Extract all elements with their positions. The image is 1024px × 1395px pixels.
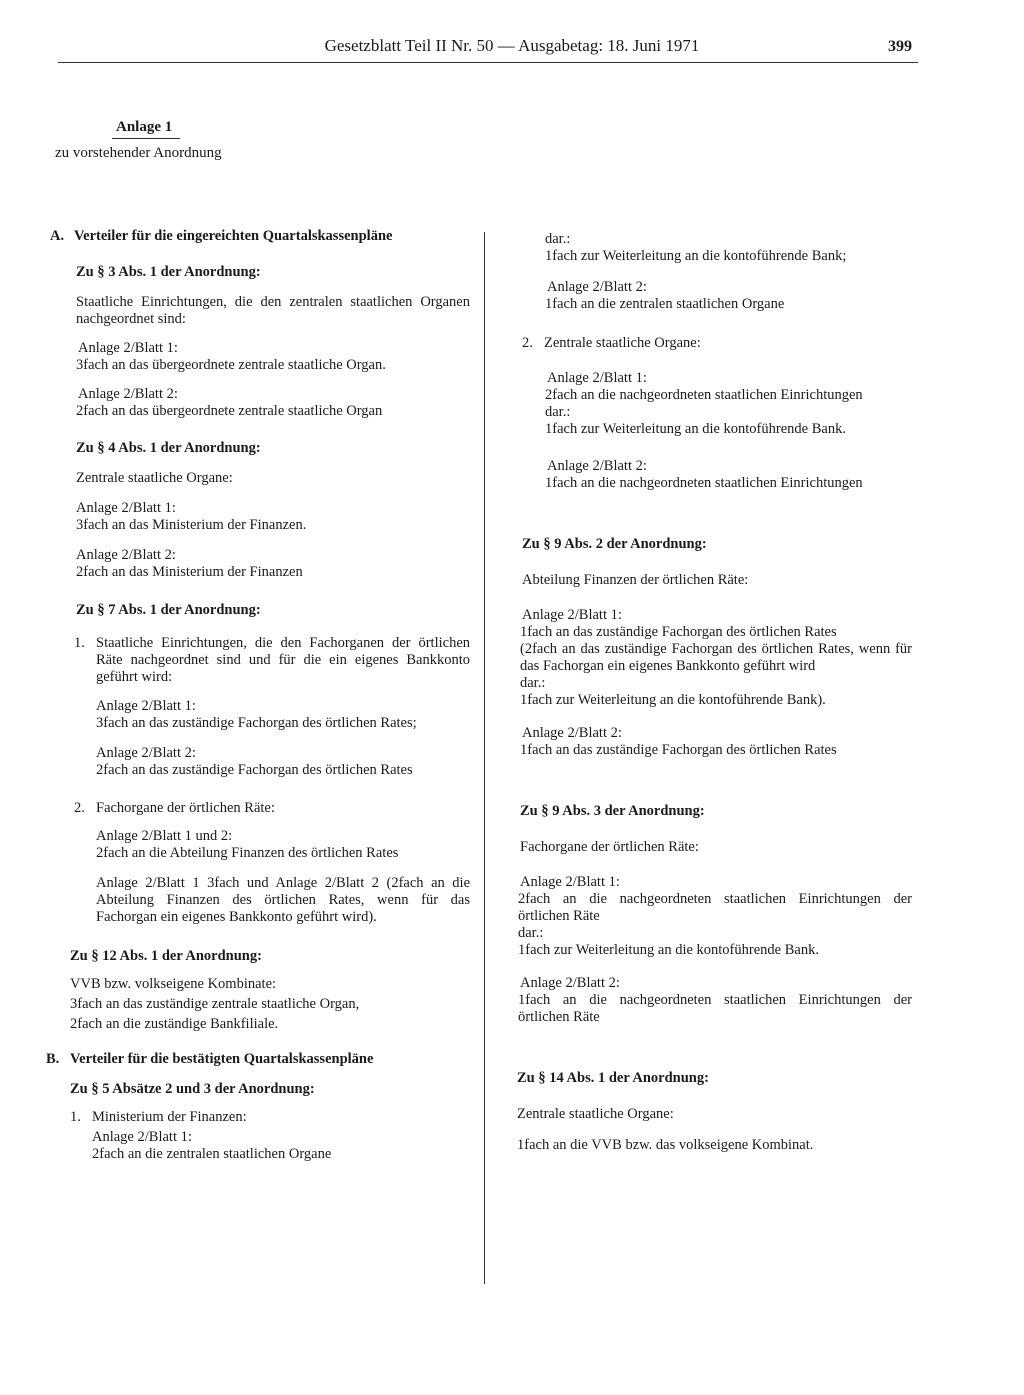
p7-item2-blatt-label: Anlage 2/Blatt 1 und 2: bbox=[96, 828, 233, 844]
p5-item2-blatt2-text: 1fach an die nachgeordneten staatlichen Einrichtungen bbox=[545, 475, 863, 491]
p5-item2-dar-text: 1fach zur Weiterleitung an die kontoführende Bank. bbox=[545, 421, 846, 437]
p9-2-blatt1-label: Anlage 2/Blatt 1: bbox=[522, 607, 622, 623]
section-a-heading: A. Verteiler für die eingereichten Quartalskassenpläne bbox=[50, 228, 393, 244]
right-column bbox=[512, 228, 912, 1154]
p5-item1-dar-text: 1fach zur Weiterleitung an die kontoführende Bank; bbox=[545, 248, 847, 264]
header-rule bbox=[58, 62, 918, 63]
column-divider bbox=[484, 232, 485, 1284]
p5-item1-blatt1-text: 2fach an die zentralen staatlichen Organe bbox=[92, 1146, 332, 1162]
p9-3-blatt1-text: 2fach an die nachgeordneten staatlichen Einrichtungen der örtlichen Räte bbox=[518, 891, 912, 924]
p4-blatt1-text: 3fach an das Ministerium der Finanzen. bbox=[76, 517, 307, 533]
p9-2-dar-text: 1fach zur Weiterleitung an die kontoführende Bank). bbox=[520, 692, 826, 708]
p12-line2: 2fach an die zuständige Bankfiliale. bbox=[70, 1016, 279, 1032]
p7-heading: Zu § 7 Abs. 1 der Anordnung: bbox=[76, 602, 261, 618]
p5-item1-dar: dar.: bbox=[545, 231, 571, 247]
p9-2-intro: Abteilung Finanzen der örtlichen Räte: bbox=[522, 572, 749, 588]
p9-2-heading: Zu § 9 Abs. 2 der Anordnung: bbox=[522, 536, 707, 552]
p7-item1-blatt2-text: 2fach an das zuständige Fachorgan des örtlichen Rates bbox=[96, 762, 413, 778]
p9-2-blatt1-paren: (2fach an das zuständige Fachorgan des örtlichen Rates, wenn für das Fachorgan ein eigenes Bankkonto geführt wird bbox=[520, 641, 912, 674]
p7-item-1: 1. Staatliche Einrichtungen, die den Fachorganen der örtlichen Räte nachgeordnet sind und für die ein eigenes Bankkonto geführt wird: Anlage 2/Blatt 1: 3fach an das zuständige Fachorgan des örtlichen Rates; Anlage 2/Blatt 2: 2fach an das zuständige Fachorgan des örtlichen Rates bbox=[74, 635, 470, 778]
p7-item2-extra: Anlage 2/Blatt 1 3fach und Anlage 2/Blatt 2 (2fach an die Abteilung Finanzen des örtlichen Rates, wenn für das Fachorgan ein eigenes Bankkonto geführt wird). bbox=[96, 875, 470, 925]
p4-heading: Zu § 4 Abs. 1 der Anordnung: bbox=[76, 440, 261, 456]
p3-blatt1-label: Anlage 2/Blatt 1: bbox=[78, 340, 178, 356]
p12-line1: 3fach an das zuständige zentrale staatliche Organ, bbox=[70, 996, 360, 1012]
p14-text: 1fach an die VVB bzw. das volkseigene Kombinat. bbox=[517, 1137, 814, 1153]
p14-heading: Zu § 14 Abs. 1 der Anordnung: bbox=[517, 1070, 709, 1086]
p9-3-dar: dar.: bbox=[518, 925, 544, 941]
p7-item-2: 2. Fachorgane der örtlichen Räte: Anlage 2/Blatt 1 und 2: 2fach an die Abteilung Finanzen des örtlichen Rates Anlage 2/Blatt 1 3fach und Anlage 2/Blatt 2 (2fach an die Abteilung Finanzen des örtlichen Rates, wenn für das Fachorgan ein eigenes Bankkonto geführt wird). bbox=[74, 800, 470, 925]
anlage-subtitle: zu vorstehender Anordnung bbox=[55, 145, 222, 161]
p9-2-blatt1-text: 1fach an das zuständige Fachorgan des örtlichen Rates bbox=[520, 624, 837, 640]
p4-blatt2-text: 2fach an das Ministerium der Finanzen bbox=[76, 564, 303, 580]
p3-blatt2-text: 2fach an das übergeordnete zentrale staatliche Organ bbox=[76, 403, 383, 419]
p4-blatt1-label: Anlage 2/Blatt 1: bbox=[76, 500, 176, 516]
p7-item1-blatt1-text: 3fach an das zuständige Fachorgan des örtlichen Rates; bbox=[96, 715, 417, 731]
running-head: Gesetzblatt Teil II Nr. 50 — Ausgabetag: 18. Juni 1971 bbox=[324, 36, 700, 55]
p9-3-heading: Zu § 9 Abs. 3 der Anordnung: bbox=[520, 803, 705, 819]
p7-item1-blatt1-label: Anlage 2/Blatt 1: bbox=[96, 698, 196, 714]
p5-item-1: 1. Ministerium der Finanzen: Anlage 2/Blatt 1: 2fach an die zentralen staatlichen Organe bbox=[70, 1109, 470, 1163]
p7-item1-blatt2-label: Anlage 2/Blatt 2: bbox=[96, 745, 196, 761]
p3-blatt2-label: Anlage 2/Blatt 2: bbox=[78, 386, 178, 402]
p5-heading: Zu § 5 Absätze 2 und 3 der Anordnung: bbox=[70, 1081, 315, 1097]
p7-item2-intro: Fachorgane der örtlichen Räte: bbox=[96, 800, 275, 816]
p9-2-blatt2-text: 1fach an das zuständige Fachorgan des örtlichen Rates bbox=[520, 742, 837, 758]
p4-blatt2-label: Anlage 2/Blatt 2: bbox=[76, 547, 176, 563]
p5-item1-blatt2-label: Anlage 2/Blatt 2: bbox=[547, 279, 647, 295]
p9-2-dar: dar.: bbox=[520, 675, 546, 691]
left-column bbox=[46, 228, 470, 1163]
p5-item2-intro: Zentrale staatliche Organe: bbox=[544, 335, 701, 351]
p3-heading: Zu § 3 Abs. 1 der Anordnung: bbox=[76, 264, 261, 280]
p3-blatt1-text: 3fach an das übergeordnete zentrale staatliche Organ. bbox=[76, 357, 386, 373]
p5-item1-blatt2-text: 1fach an die zentralen staatlichen Organe bbox=[545, 296, 785, 312]
p5-item2-blatt1-label: Anlage 2/Blatt 1: bbox=[547, 370, 647, 386]
p9-3-blatt1-label: Anlage 2/Blatt 1: bbox=[520, 874, 620, 890]
page-number: 399 bbox=[888, 38, 912, 55]
p9-3-blatt2-text: 1fach an die nachgeordneten staatlichen Einrichtungen der örtlichen Räte bbox=[518, 992, 912, 1025]
p12-heading: Zu § 12 Abs. 1 der Anordnung: bbox=[70, 948, 262, 964]
p12-intro: VVB bzw. volkseigene Kombinate: bbox=[70, 976, 277, 992]
p4-intro: Zentrale staatliche Organe: bbox=[76, 470, 233, 486]
p5-item2-blatt1-text: 2fach an die nachgeordneten staatlichen Einrichtungen bbox=[545, 387, 863, 403]
p7-item2-blatt-text: 2fach an die Abteilung Finanzen des örtlichen Rates bbox=[96, 845, 399, 861]
p5-item-2: 2. Zentrale staatliche Organe: bbox=[522, 335, 912, 352]
p9-3-intro: Fachorgane der örtlichen Räte: bbox=[520, 839, 699, 855]
section-b-heading: B. Verteiler für die bestätigten Quartalskassenpläne bbox=[46, 1051, 374, 1067]
p5-item1-intro: Ministerium der Finanzen: bbox=[92, 1109, 247, 1125]
p3-intro: Staatliche Einrichtungen, die den zentralen staatlichen Organen nachgeordnet sind: bbox=[76, 294, 470, 327]
p9-3-dar-text: 1fach zur Weiterleitung an die kontoführende Bank. bbox=[518, 942, 819, 958]
p5-item1-blatt1-label: Anlage 2/Blatt 1: bbox=[92, 1129, 192, 1145]
p9-3-blatt2-label: Anlage 2/Blatt 2: bbox=[520, 975, 620, 991]
p5-item2-blatt2-label: Anlage 2/Blatt 2: bbox=[547, 458, 647, 474]
p14-intro: Zentrale staatliche Organe: bbox=[517, 1106, 674, 1122]
p9-2-blatt2-label: Anlage 2/Blatt 2: bbox=[522, 725, 622, 741]
anlage-title: Anlage 1 bbox=[116, 119, 173, 135]
p7-item1-intro: Staatliche Einrichtungen, die den Fachorganen der örtlichen Räte nachgeordnet sind und für die ein eigenes Bankkonto geführt wird: bbox=[96, 635, 470, 685]
p5-item2-dar: dar.: bbox=[545, 404, 571, 420]
